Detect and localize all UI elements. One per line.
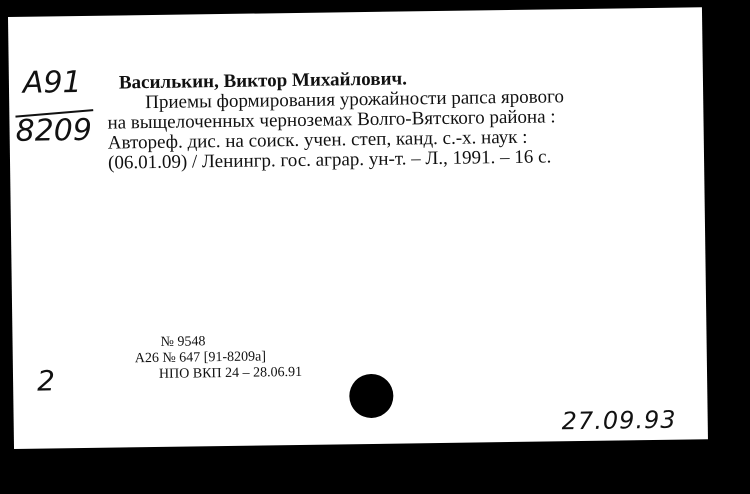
- reference-code: А26 № 647 [91-8209а]: [134, 349, 267, 367]
- accession-number: № 9548: [160, 334, 206, 350]
- catalog-card: [8, 7, 708, 449]
- handwritten-date: 27.09.93: [561, 405, 677, 436]
- entry-line-3: Автореф. дис. на соиск. учен. степ, канд. с.-х. наук :: [107, 126, 528, 154]
- author-name: Василькин, Виктор Михайлович.: [118, 68, 408, 94]
- stamp-line: НПО ВКП 24 – 28.06.91: [158, 364, 303, 382]
- entry-line-1: Приемы формирования урожайности рапса ярового: [145, 86, 565, 114]
- bibliographic-entry: [107, 66, 668, 174]
- accession-info: [134, 333, 302, 383]
- punch-hole: [349, 374, 394, 419]
- entry-line-4: (06.01.09) / Ленингр. гос. аграр. ун-т. – Л., 1991. – 16 с.: [107, 146, 552, 174]
- copy-count-mark: 2: [36, 364, 56, 398]
- entry-line-2: на выщелоченных черноземах Волго-Вятского района :: [107, 106, 556, 134]
- shelfmark-top: А91: [22, 64, 82, 101]
- shelfmark-bottom: 8209: [15, 112, 93, 149]
